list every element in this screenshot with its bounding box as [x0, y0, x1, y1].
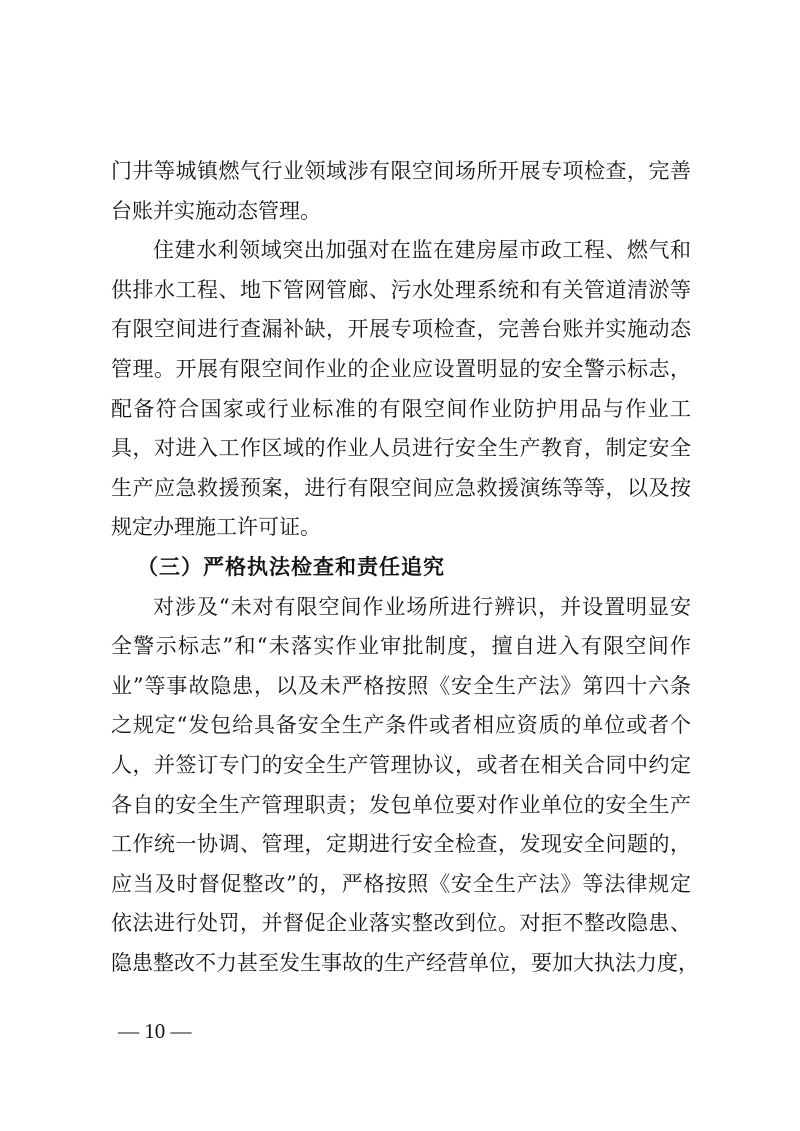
text-line: 具，对进入工作区域的作业人员进行安全生产教育，制定安全 — [111, 436, 691, 461]
section-heading: （三）严格执法检查和责任追究 — [137, 554, 445, 579]
text-line: 门井等城镇燃气行业领域涉有限空间场所开展专项检查，完善 — [111, 159, 691, 183]
text-line: 工作统一协调、管理，定期进行安全检查，发现安全问题的， — [111, 832, 691, 857]
text-line: 规定办理施工许可证。 — [111, 515, 321, 540]
body-text — [111, 152, 699, 983]
text-line: 人，并签订专门的安全生产管理协议，或者在相关合同中约定 — [111, 752, 691, 777]
text-line: 应当及时督促整改”的，严格按照《安全生产法》等法律规定 — [111, 871, 691, 896]
text-line: 供排水工程、地下管网管廊、污水处理系统和有关管道清淤等 — [111, 277, 691, 302]
text-line: 住建水利领域突出加强对在监在建房屋市政工程、燃气和 — [153, 238, 691, 263]
text-line: 台账并实施动态管理。 — [111, 198, 321, 223]
text-line: 对涉及“未对有限空间作业场所进行辨识，并设置明显安 — [153, 594, 691, 619]
text-line: 之规定“发包给具备安全生产条件或者相应资质的单位或者个 — [111, 713, 691, 738]
text-line: 隐患整改不力甚至发生事故的生产经营单位，要加大执法力度， — [111, 950, 699, 975]
text-line: 有限空间进行查漏补缺，开展专项检查，完善台账并实施动态 — [111, 317, 691, 342]
page-number: — 10 — — [118, 1019, 192, 1043]
text-line: 依法进行处罚，并督促企业落实整改到位。对拒不整改隐患、 — [111, 911, 691, 936]
text-line: 各自的安全生产管理职责；发包单位要对作业单位的安全生产 — [111, 792, 691, 817]
text-line: 全警示标志”和“未落实作业审批制度，擅自进入有限空间作 — [111, 634, 691, 659]
text-line: 管理。开展有限空间作业的企业应设置明显的安全警示标志， — [111, 356, 691, 381]
text-line: 配备符合国家或行业标准的有限空间作业防护用品与作业工 — [111, 396, 691, 421]
text-line: 生产应急救援预案，进行有限空间应急救援演练等等，以及按 — [111, 475, 691, 500]
text-line: 业”等事故隐患，以及未严格按照《安全生产法》第四十六条 — [111, 673, 691, 698]
